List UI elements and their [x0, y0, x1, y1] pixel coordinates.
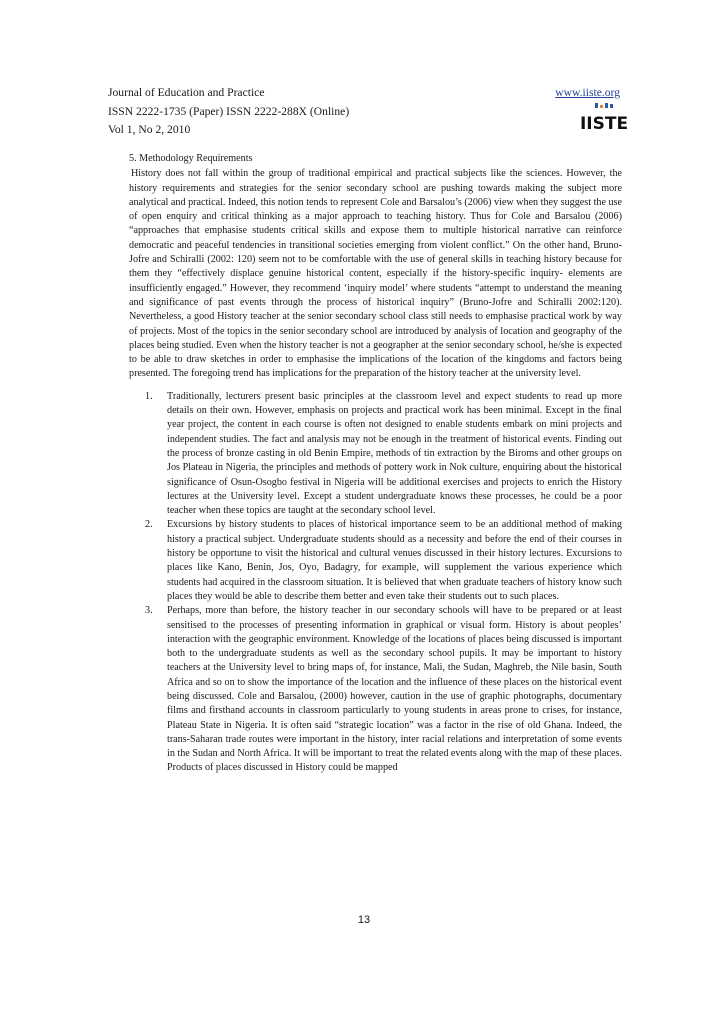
page-header	[108, 84, 620, 140]
list-item	[129, 518, 622, 604]
logo-text: IISTE	[579, 114, 629, 134]
list-item-text: Excursions by history students to places of historical importance seem to be an additional method of making history a practical subject. Undergraduate students should as a necessity and before the end of their courses in history be opportune to visit the historical and cultural venues discussed in their history lectures. Excursions to places like Kano, Benin, Jos, Oyo, Badagry, for example, will supplement the various experience which students had acquired in the classroom situation. It is believed that when graduate teachers of history know such places they would be able to describe them better and even take their students out to such places.	[167, 519, 622, 602]
list-number: 1.	[145, 390, 153, 402]
list-number: 3.	[145, 605, 153, 617]
journal-url-link[interactable]: www.iiste.org	[555, 86, 620, 99]
list-item-text: Traditionally, lecturers present basic principles at the classroom level and expect students to read up more details on their own. However, emphasis on projects and practical work has been minimal. Except in the final year project, the content in each course is often not designed to enable students embark on mini projects and independent studies. The fact and analysis may not be enough in the treatment of historical events. Finding out the process of bronze casting in old Benin Empire, methods of tin extraction by the Biroms and other groups on Jos Plateau in Nigeria, the principles and methods of pottery work in Nok culture, enquiring about the historical significance of Osun-Osogbo festival in Nigeria will be additional exercises and projects to enrich the History lectures at the University level. Except a student undergraduate knows these processes, he could be a poor teacher when these topics are taught at the secondary school level.	[167, 390, 622, 517]
issn-line: ISSN 2222-1735 (Paper) ISSN 2222-288X (Online)	[108, 104, 350, 118]
list-item	[129, 604, 622, 776]
article-body	[129, 152, 622, 776]
iiste-logo	[579, 103, 629, 134]
list-item	[129, 390, 622, 519]
section-heading: 5. Methodology Requirements	[129, 153, 253, 164]
volume-line: Vol 1, No 2, 2010	[108, 123, 191, 136]
list-number: 2.	[145, 519, 153, 531]
list-item-text: Perhaps, more than before, the history teacher in our secondary schools will have to be prepared or at least sensitised to the processes of presenting information in graphical or visual form. History is about peoples’ interaction with the geographic environment. Knowledge of the locations of places being discussed is important both to the undergraduate students as well as the secondary school pupils. It may be important to history teachers at the University level to bring maps of, for instance, Mali, the Sudan, Maghreb, the Nile basin, South Africa and so on to show the importance of the location and the influence of these places on the historical event being discussed. Cole and Barsalou, (2000) however, caution in the use of graphic photographs, documentary films and firsthand accounts in classroom particularly to young students in areas prone to crises, for instance, Plateau State in Nigeria. It is often said “strategic location” was a factor in the rise of old Ghana. Indeed, the trans-Saharan trade routes were important in the history, inter racial relations and interpretation of some events in the Sudan and North Africa. It will be important to treat the related events along with the map of these places. Products of places discussed in History could be mapped	[167, 605, 622, 774]
page-number: 13	[357, 914, 371, 926]
section-paragraph: History does not fall within the group of traditional empirical and practical subjects like the sciences. However, the history requirements and strategies for the senior secondary school are pushing towards making the subject more analytical and practical. Indeed, this notion tends to represent Cole and Barsalou’s (2006) view when they suggest the use of open enquiry and critical thinking as a major approach to teaching history. Thus for Cole and Barsalou (2006) “approaches that emphasise students critical skills and expose them to multiple historical narrative can reinforce democratic and peaceful tendencies in transitional societies emerging from violent conflict.” On the other hand, Bruno-Jofre and Schiralli (2002: 120) seem not to be comfortable with the use of general skills in teaching history because for them they “effectively displace genuine historical content, especially if the history-specific inquiry- elements are insufficiently engaged.” However, they recommend ‘inquiry model’ where students “attempt to understand the meaning and significance of past events through the process of historical inquiry” (Bruno-Jofre and Schiralli 2002:120). Nevertheless, a good History teacher at the senior secondary school class still needs to emphasise practical work by way of projects. Most of the topics in the senior secondary school are introduced by analysis of location and geography of the places being studied. Even when the history teacher is not a geographer at the senior secondary school, he/she is expected to be able to draw sketches in order to emphasise the implications of the location of the kingdoms and factors being presented. The foregoing trend has implications for the preparation of the history teacher at the university level.	[129, 168, 622, 380]
journal-title: Journal of Education and Practice	[108, 86, 265, 99]
numbered-list	[129, 390, 622, 776]
